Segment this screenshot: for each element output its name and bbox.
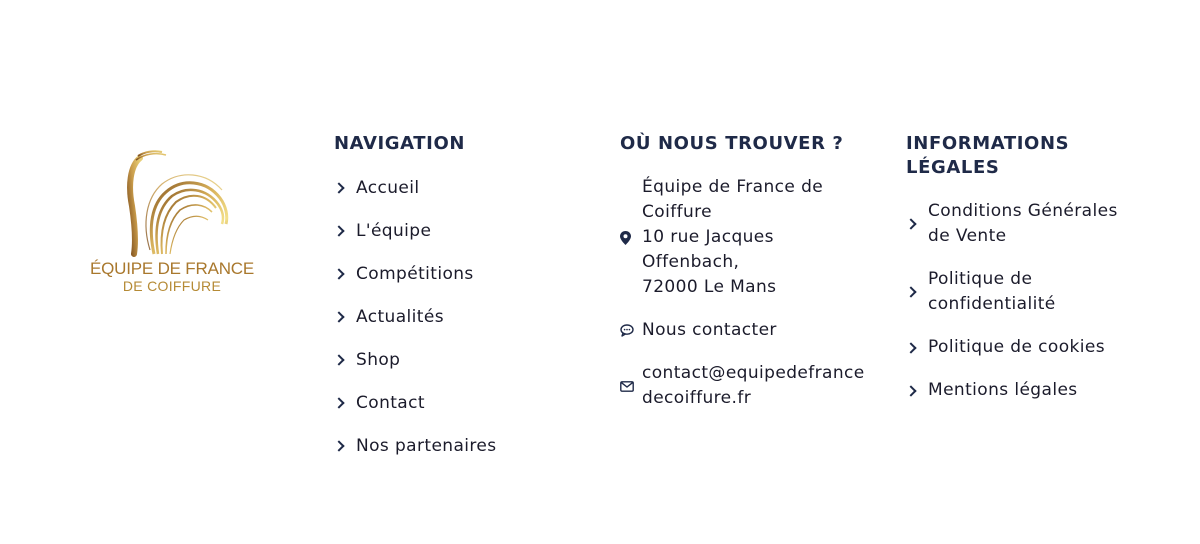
chevron-right-icon bbox=[334, 219, 356, 243]
nav-item-label[interactable]: Actualités bbox=[356, 307, 444, 327]
logo-text-line2: DE COIFFURE bbox=[122, 278, 222, 294]
chevron-right-icon bbox=[906, 336, 928, 360]
nav-item-label[interactable]: Contact bbox=[356, 393, 425, 413]
address-line: 72000 Le Mans bbox=[642, 277, 777, 297]
navigation-heading: NAVIGATION bbox=[334, 133, 466, 154]
nav-item-actualites[interactable] bbox=[334, 305, 584, 348]
address-line: Offenbach, bbox=[642, 252, 740, 272]
logo-text-line1: ÉQUIPE DE FRANCE bbox=[90, 259, 254, 278]
email-text[interactable] bbox=[642, 361, 865, 411]
email-line: decoiffure.fr bbox=[642, 388, 752, 408]
legal-item-line: de Vente bbox=[928, 226, 1007, 246]
legal-item-label[interactable] bbox=[928, 378, 1078, 403]
logo[interactable] bbox=[78, 146, 266, 296]
address-line: Coiffure bbox=[642, 202, 713, 222]
navigation-column bbox=[334, 132, 584, 477]
nav-item-label[interactable]: Shop bbox=[356, 350, 401, 370]
contact-link[interactable] bbox=[620, 318, 777, 343]
legal-item-mentions[interactable] bbox=[906, 378, 1078, 403]
legal-heading bbox=[906, 132, 1166, 180]
legal-heading-line: INFORMATIONS bbox=[906, 133, 1070, 154]
email-link[interactable] bbox=[620, 361, 865, 411]
legal-column bbox=[906, 132, 1166, 400]
legal-item-cgv[interactable] bbox=[906, 199, 1118, 249]
legal-item-line: Politique de cookies bbox=[928, 337, 1105, 357]
chevron-right-icon bbox=[906, 379, 928, 403]
address-line: Équipe de France de bbox=[642, 177, 824, 197]
legal-item-line: Conditions Générales bbox=[928, 201, 1118, 221]
legal-heading-line: LÉGALES bbox=[906, 157, 1000, 178]
nav-item-contact[interactable] bbox=[334, 391, 584, 434]
legal-item-line: Mentions légales bbox=[928, 380, 1078, 400]
nav-item-partenaires[interactable] bbox=[334, 434, 584, 477]
nav-item-equipe[interactable] bbox=[334, 219, 584, 262]
chevron-right-icon bbox=[334, 305, 356, 329]
nav-item-shop[interactable] bbox=[334, 348, 584, 391]
legal-item-label[interactable] bbox=[928, 199, 1118, 249]
nav-item-label[interactable]: Nos partenaires bbox=[356, 436, 497, 456]
logo-emblem-icon bbox=[102, 146, 232, 258]
address-block bbox=[620, 175, 823, 300]
map-marker-icon bbox=[620, 231, 642, 245]
chevron-right-icon bbox=[906, 280, 928, 304]
chevron-right-icon bbox=[334, 348, 356, 372]
navigation-list bbox=[334, 176, 584, 477]
location-heading: OÙ NOUS TROUVER ? bbox=[620, 133, 844, 154]
email-line: contact@equipedefrance bbox=[642, 363, 865, 383]
chevron-right-icon bbox=[334, 434, 356, 458]
contact-link-label[interactable]: Nous contacter bbox=[642, 320, 777, 340]
chevron-right-icon bbox=[906, 212, 928, 236]
chevron-right-icon bbox=[334, 176, 356, 200]
chevron-right-icon bbox=[334, 262, 356, 286]
envelope-icon bbox=[620, 381, 642, 392]
legal-item-line: Politique de bbox=[928, 269, 1033, 289]
nav-item-label[interactable]: Accueil bbox=[356, 178, 420, 198]
address-line: 10 rue Jacques bbox=[642, 227, 774, 247]
chat-bubble-icon bbox=[620, 324, 642, 337]
address-text bbox=[642, 175, 823, 300]
chevron-right-icon bbox=[334, 391, 356, 415]
legal-item-cookies[interactable] bbox=[906, 335, 1105, 360]
legal-item-confidentialite[interactable] bbox=[906, 267, 1056, 317]
nav-item-label[interactable]: Compétitions bbox=[356, 264, 474, 284]
nav-item-accueil[interactable] bbox=[334, 176, 584, 219]
legal-item-label[interactable] bbox=[928, 335, 1105, 360]
nav-item-competitions[interactable] bbox=[334, 262, 584, 305]
location-column bbox=[620, 132, 890, 408]
nav-item-label[interactable]: L'équipe bbox=[356, 221, 432, 241]
legal-item-line: confidentialité bbox=[928, 294, 1056, 314]
legal-item-label[interactable] bbox=[928, 267, 1056, 317]
